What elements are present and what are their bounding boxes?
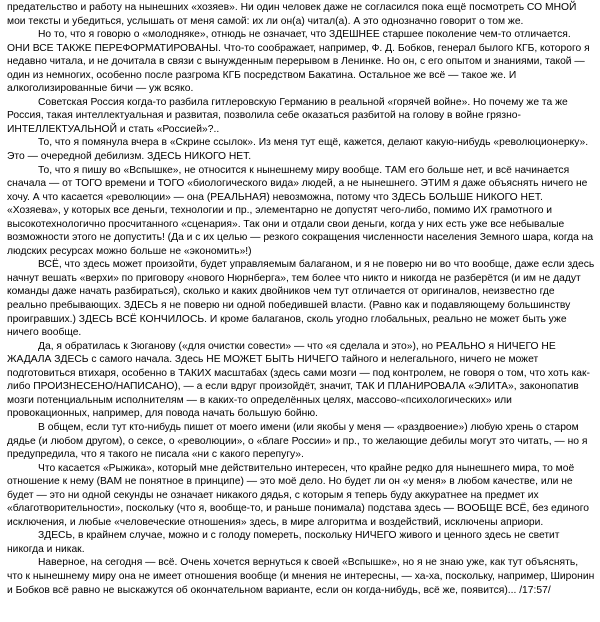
- paragraph: Что касается «Рыжика», который мне действительно интересен, что крайне редко для нынешнего мира, то моё отношение к нему (ВАМ не понятное в принципе) — это моё дело. Но будет ли он «у меня» в любом качестве, или не будет — это ни одной секунды не означает никакого дядья, с которым я теперь буду аккуратнее на предмет их «благотворительности», поскольку (что я, вообще-то, и раньше понимала) подстава здесь — ВООБЩЕ ВСЁ, без единого исключения, и любые «человеческие отношения» здесь, в мире алгоритма и воздействий, исключены априори.: [7, 462, 589, 528]
- paragraph: Советская Россия когда-то разбила гитлеровскую Германию в реальной «горячей войне». Но почему же та же Россия, такая интеллектуальная и развитая, позволила себе оказаться разбитой на голову в войне грязно-ИНТЕЛЛЕКТУАЛЬНОЙ и стать «Россией»?..: [7, 96, 568, 135]
- paragraph: Да, я обратилась к Зюганову («для очистки совести» — что «я сделала и это»), но РЕАЛЬНО я НИЧЕГО НЕ ЖАДАЛА ЗДЕСЬ с самого начала. Здесь НЕ МОЖЕТ БЫТЬ НИЧЕГО тайного и нелегального, ничего не может подготовиться втихаря, особенно в ТАКИХ масштабах (здесь сами мозги — под контролем, не говоря о том, что хоть как-либо ПРОИЗНЕСЕНО/НАПИСАНО), — а если вдруг произойдёт, значит, ТАК И ПЛАНИРОВАЛА «ЭЛИТА», законопатив мозги потенциальным исполнителям — в каких-то определённых целях, массово-«психологических» или провокационных, например, для повода начать большую бойню.: [7, 340, 590, 420]
- paragraph: В общем, если тут кто-нибудь пишет от моего имени (или якобы у меня — «раздвоение») любую хрень о старом дядье (и любом другом), о сексе, о «революции», о «благе России» и пр., то желающие дебилы могут это читать, — но я предупредила, что я такого не писала «ни с какого перепугу».: [7, 421, 588, 461]
- paragraph: То, что я помянула вчера в «Скрине ссылок». Из меня тут ещё, кажется, делают какую-нибудь «революционерку». Это — очередной дебилизм. ЗДЕСЬ НИКОГО НЕТ.: [7, 137, 589, 163]
- paragraph: предательство и работу на нынешних «хозяев». Ни один человек даже не согласился пока ещё посмотреть СО МНОЙ мои тексты и убедиться, услышать от меня самой: их ли он(а) читал(а). А это однозначно говорит о том же.: [7, 2, 577, 27]
- paragraph: То, что я пишу во «Вспышке», не относится к нынешнему миру вообще. ТАМ его больше нет, и всё начинается сначала — от ТОГО времени и ТОГО «биологического вида» людей, а не нынешнего. ЭТИМ я даже объяснять ничего не хочу. А что касается «революции» — она (РЕАЛЬНАЯ) невозможна, потому что ЗДЕСЬ БОЛЬШЕ НИКОГО НЕТ. «Хозяева», у которых все деньги, технологии и пр., элементарно не допустят чего-либо, помимо ИХ грамотного и высокотехнологично просчитанного «сценария». Так они и отдали свои деньги, когда у них есть уже все небывалые возможности этого не допустить! (Да и с их целью — резкого сокращения численности населения Земного шара, когда на людских ресурсах можно больше не «экономить»!): [7, 164, 594, 257]
- paragraph: ЗДЕСЬ, в крайнем случае, можно и с голоду помереть, поскольку НИЧЕГО живого и ценного здесь не светит никогда и никак.: [7, 530, 560, 555]
- paragraph: Но то, что я говорю о «молодняке», отнюдь не означает, что ЗДЕШНЕЕ старшее поколение чем-то отличается. ОНИ ВСЕ ТАКЖЕ ПЕРЕФОРМАТИРОВАНЫ. Что-то соображает, например, Ф. Д. Бобков, генерал былого КГБ, которого я недавно читала, и не дочитала в связи с вынужденным перерывом в Ленинке. Но он, с его опытом и знаниями, такой — один из немногих, особенно после разгрома КГБ посредством Бакатина. Остальное же всё — такое же. И алкоголизированные бичи — уж всяко.: [7, 29, 590, 95]
- paragraph: ВСЁ, что здесь может произойти, будет управляемым балаганом, и я не поверю ни во что вообще, даже если здесь начнут вешать «верхи» по приговору «нового Нюрнберга», тем более что никто и никогда не разберётся (и им не дадут команды даже начать разбираться), сколько и каких двойников чем тут отличается от оригиналов, неизвестно где реально пребывающих. ЗДЕСЬ я не поверю ни одной победившей власти. (Равно как и подавляющему большинству проигравших.) ЗДЕСЬ ВСЁ КОНЧИЛОСЬ. И кроме балаганов, сколь угодно глобальных, реально не может быть уже ничего вообще.: [7, 259, 595, 339]
- paragraph: Наверное, на сегодня — всё. Очень хочется вернуться к своей «Вспышке», но я не знаю уже, как тут объяснять, что к нынешнему миру она не имеет отношения вообще (и мнения не интересны, — ха-ха, поскольку, например, Широнин и Бобков всё равно не выскажутся об окончательном варианте, если он когда-нибудь, всё же, появится)... /17:57/: [7, 557, 595, 596]
